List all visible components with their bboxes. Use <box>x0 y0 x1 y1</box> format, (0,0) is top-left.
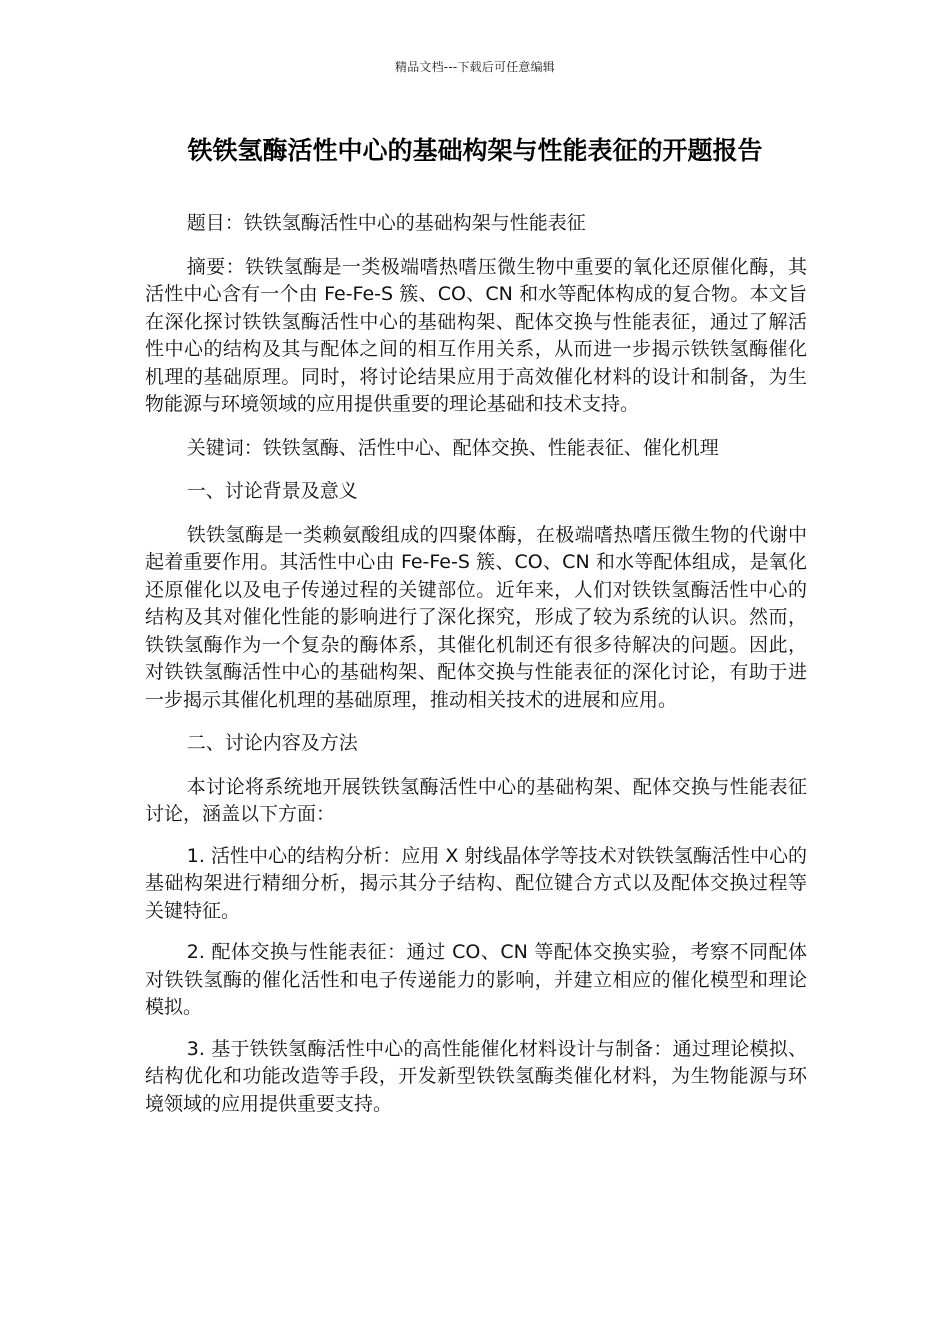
document-title: 铁铁氢酶活性中心的基础构架与性能表征的开题报告 <box>187 136 763 165</box>
background-paragraph: 铁铁氢酶是一类赖氨酸组成的四聚体酶，在极端嗜热嗜压微生物的代谢中起着重要作用。其活性中心由 Fe-Fe-S 簇、CO、CN 和水等配体组成，是氧化还原催化以及电子传递过程的关键部位。近年来，人们对铁铁氢酶活性中心的结构及其对催化性能的影响进行了深化探究，形成了较为系统的认识。然而，铁铁氢酶作为一个复杂的酶体系，其催化机制还有很多待解决的问题。因此，对铁铁氢酶活性中心的基础构架、配体交换与性能表征的深化讨论，有助于进一步揭示其催化机理的基础原理，推动相关技术的进展和应用。 <box>145 523 807 711</box>
section-heading-background: 一、讨论背景及意义 <box>186 480 358 502</box>
document-body <box>145 210 807 1132</box>
list-item: 1. 活性中心的结构分析：应用 X 射线晶体学等技术对铁铁氢酶活性中心的基础构架进行精细分析，揭示其分子结构、配位键合方式以及配体交换过程等关键特征。 <box>145 844 807 922</box>
list-item: 3. 基于铁铁氢酶活性中心的高性能催化材料设计与制备：通过理论模拟、结构优化和功能改造等手段，开发新型铁铁氢酶类催化材料，为生物能源与环境领域的应用提供重要支持。 <box>145 1037 807 1115</box>
keywords-paragraph: 关键词：铁铁氢酶、活性中心、配体交换、性能表征、催化机理 <box>186 436 719 459</box>
topic-paragraph: 题目：铁铁氢酶活性中心的基础构架与性能表征 <box>186 212 586 234</box>
abstract-paragraph: 摘要：铁铁氢酶是一类极端嗜热嗜压微生物中重要的氧化还原催化酶，其活性中心含有一个由 Fe-Fe-S 簇、CO、CN 和水等配体构成的复合物。本文旨在深化探讨铁铁氢酶活性中心的基础构架、配体交换与性能表征，通过了解活性中心的结构及其与配体之间的相互作用关系，从而进一步揭示铁铁氢酶催化机理的基础原理。同时，将讨论结果应用于高效催化材料的设计和制备，为生物能源与环境领域的应用提供重要的理论基础和技术支持。 <box>145 255 807 415</box>
header-note: 精品文档---下载后可任意编辑 <box>395 60 555 74</box>
list-item: 2. 配体交换与性能表征：通过 CO、CN 等配体交换实验，考察不同配体对铁铁氢酶的催化活性和电子传递能力的影响，并建立相应的催化模型和理论模拟。 <box>145 941 807 1018</box>
content-intro-paragraph: 本讨论将系统地开展铁铁氢酶活性中心的基础构架、配体交换与性能表征讨论，涵盖以下方面： <box>145 775 807 825</box>
section-heading-content-method: 二、讨论内容及方法 <box>186 732 358 754</box>
